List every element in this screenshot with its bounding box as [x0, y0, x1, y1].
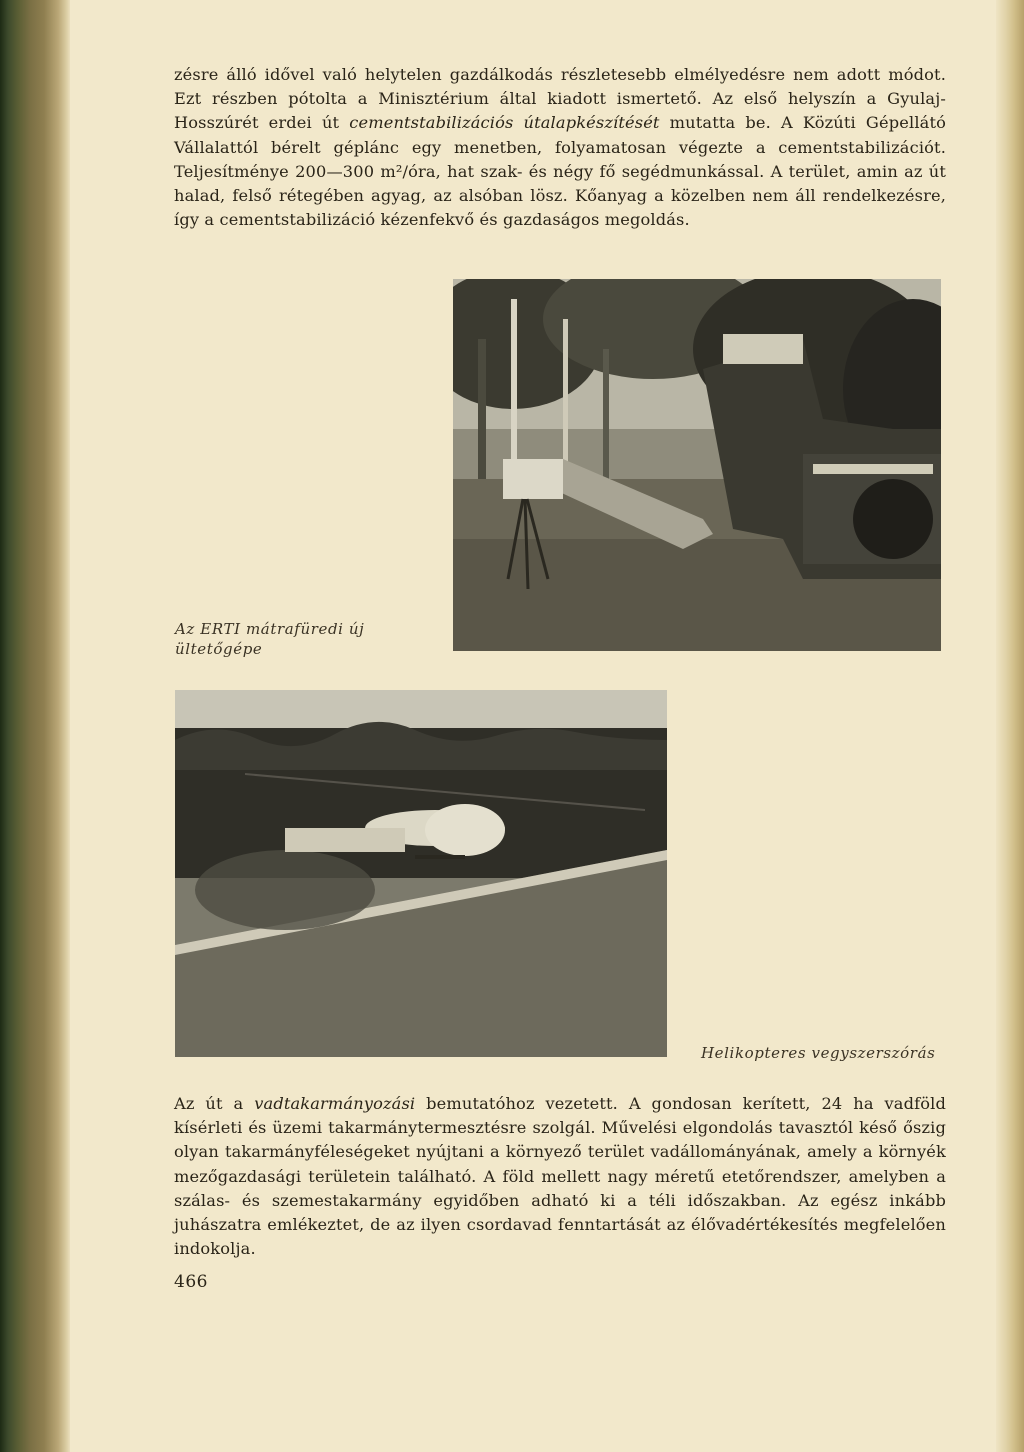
paragraph-2-text-a: Az út a — [174, 1094, 255, 1113]
book-spine-shadow — [0, 0, 70, 1452]
paragraph-1-text-a: zésre álló idővel való helytelen gazdálkodás részletesebb elmélyedésre nem adott módot. Ezt részben pótolta a Minisztérium által kiadott ismertető. Az első helyszín a Gyulaj-Hosszúrét erdei út — [174, 65, 946, 133]
planting-machine-photo — [453, 279, 941, 651]
page-number: 466 — [174, 1272, 208, 1292]
paragraph-1-text-b: mutatta be. A Közúti Gépellátó Vállalattól bérelt géplánc egy menetben, folyamatosan végezte a cementstabilizációt. Teljesítménye 200—300 m²/óra, hat szak- és négy fő segédmunkással. A terület, amin az út halad, felső rétegében agyag, az alsóban lösz. Kőanyag a közelben nem áll rendelkezésre, így a cementstabilizáció kézenfekvő és gazdaságos megoldás. — [174, 113, 946, 230]
paragraph-2-text-b: bemutatóhoz vezetett. A gondosan kerített, 24 ha vadföld kísérleti és üzemi takarmánytermesztésre szolgál. Művelési elgondolás tavasztól késő őszig olyan takarmányféleségeket nyújtani a környező terület vadállományának, amely a környék mezőgazdasági területein található. A föld mellett nagy méretű etetőrendszer, amelyben a szálas- és szemestakarmány egyidőben adható ki a téli időszakban. Az egész inkább juhászatra emlékeztet, de az ilyen csordavad fenntartását az élővadértékesítés megfelelően indokolja. — [174, 1094, 946, 1259]
body-paragraph-1 — [174, 63, 946, 232]
paragraph-1-italic: cementstabilizációs útalapkészítését — [349, 113, 660, 133]
body-paragraph-2 — [174, 1092, 946, 1261]
photo-1-caption: Az ERTI mátrafüredi új ültetőgépe — [175, 620, 365, 658]
page-edge — [996, 0, 1024, 1452]
paragraph-2-italic: vadtakarmányozási — [254, 1094, 416, 1113]
helicopter-photo — [175, 690, 667, 1057]
photo-2-caption: Helikopteres vegyszerszórás — [701, 1044, 936, 1062]
